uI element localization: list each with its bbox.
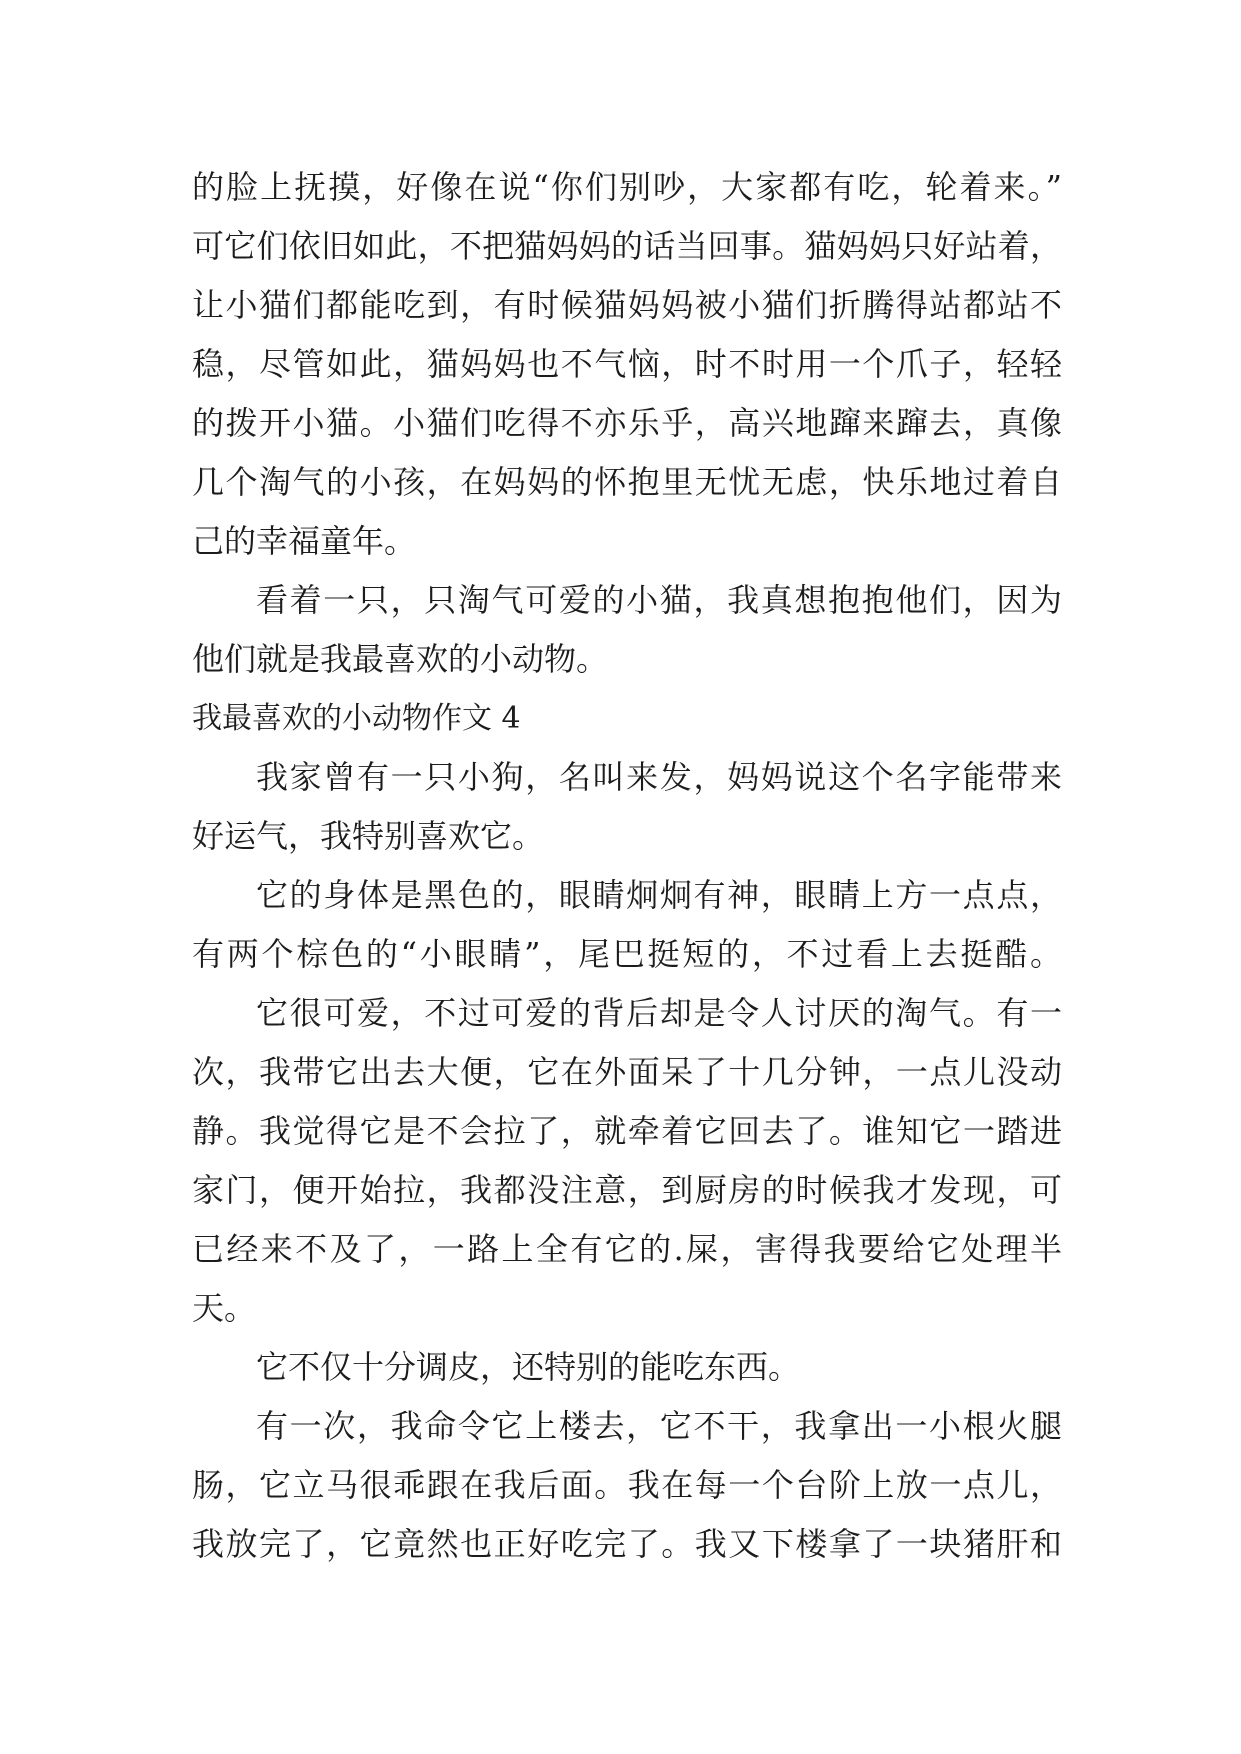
text-line: 我放完了，它竟然也正好吃完了。我又下楼拿了一块猪肝和 [192,1525,1062,1563]
document-body [192,158,1062,1574]
text-line: 己的幸福童年。 [192,522,417,560]
text-line: 的拨开小猫。小猫们吃得不亦乐乎，高兴地蹿来蹿去，真像 [192,404,1062,442]
text-line: 他们就是我最喜欢的小动物。 [192,640,609,678]
paragraph-start-line: 它的身体是黑色的，眼睛炯炯有神，眼睛上方一点点， [256,876,1062,914]
text-line: 几个淘气的小孩，在妈妈的怀抱里无忧无虑，快乐地过着自 [192,463,1062,501]
paragraph-start-line: 它不仅十分调皮，还特别的能吃东西。 [256,1348,801,1386]
text-line: 有两个棕色的“小眼睛”，尾巴挺短的，不过看上去挺酷。 [192,935,1062,973]
section-heading: 我最喜欢的小动物作文 4 [192,701,521,736]
text-line: 天。 [192,1289,257,1327]
paragraph-start-line: 看着一只，只淘气可爱的小猫，我真想抱抱他们，因为 [256,581,1062,619]
text-line: 可它们依旧如此，不把猫妈妈的话当回事。猫妈妈只好站着， [192,227,1062,265]
paragraph-start-line: 有一次，我命令它上楼去，它不干，我拿出一小根火腿 [256,1407,1062,1445]
text-line: 家门，便开始拉，我都没注意，到厨房的时候我才发现，可 [192,1171,1062,1209]
text-line: 肠，它立马很乖跟在我后面。我在每一个台阶上放一点儿， [192,1466,1062,1504]
text-line: 已经来不及了，一路上全有它的.屎，害得我要给它处理半 [192,1230,1062,1268]
text-line: 次，我带它出去大便，它在外面呆了十几分钟，一点儿没动 [192,1053,1062,1091]
text-line: 让小猫们都能吃到，有时候猫妈妈被小猫们折腾得站都站不 [192,286,1062,324]
text-line: 好运气，我特别喜欢它。 [192,817,545,855]
paragraph-start-line: 我家曾有一只小狗，名叫来发，妈妈说这个名字能带来 [256,758,1062,796]
text-line: 稳，尽管如此，猫妈妈也不气恼，时不时用一个爪子，轻轻 [192,345,1062,383]
paragraph-start-line: 它很可爱，不过可爱的背后却是令人讨厌的淘气。有一 [256,994,1062,1032]
text-line: 静。我觉得它是不会拉了，就牵着它回去了。谁知它一踏进 [192,1112,1062,1150]
text-line: 的脸上抚摸，好像在说“你们别吵，大家都有吃，轮着来。” [192,168,1062,206]
